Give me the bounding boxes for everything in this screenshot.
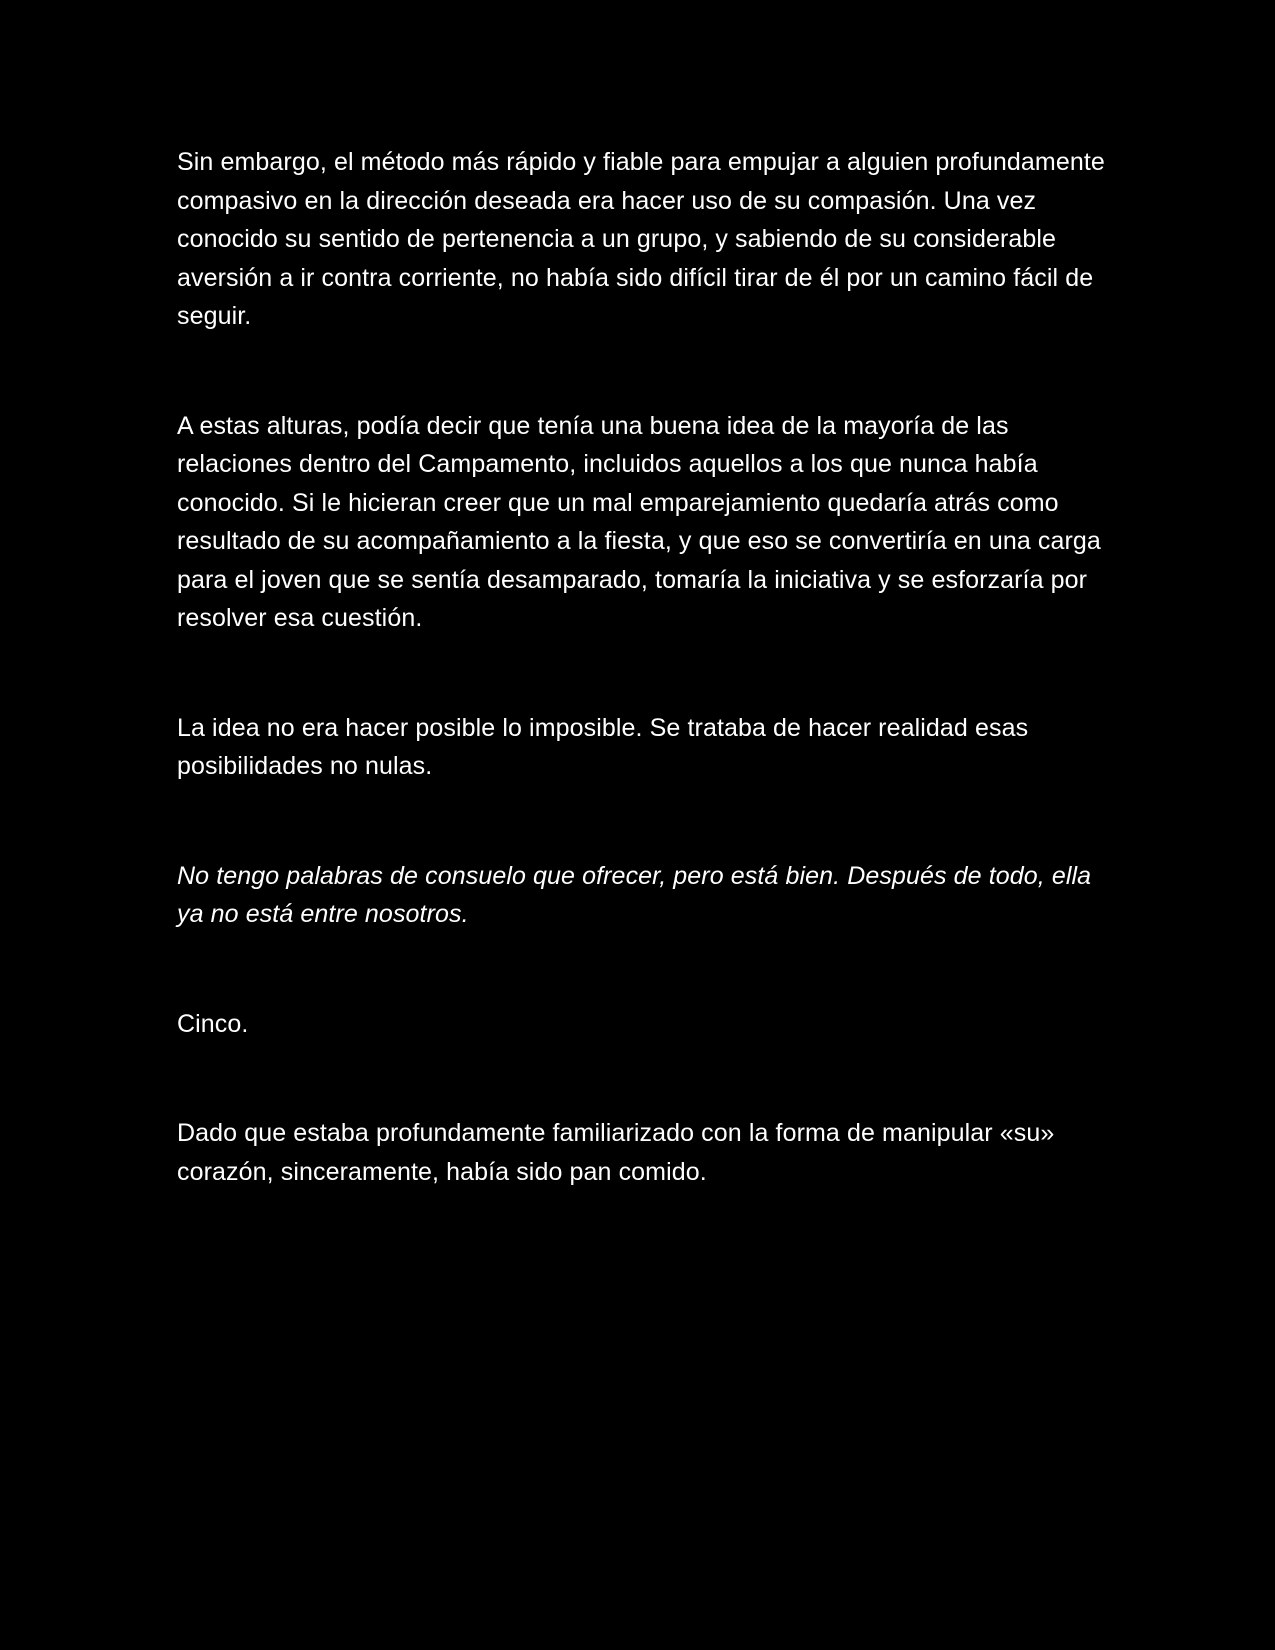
- paragraph-2: A estas alturas, podía decir que tenía una buena idea de la mayoría de las relaciones dentro del Campamento, incluidos aquellos a los que nunca había conocido. Si le hicieran creer que un mal emparejamiento quedaría atrás como resultado de su acompañamiento a la fiesta, y que eso se convertiría en una carga para el joven que se sentía desamparado, tomaría la iniciativa y se esforzaría por resolver esa cuestión.: [177, 411, 1101, 632]
- paragraph-1: Sin embargo, el método más rápido y fiable para empujar a alguien profundamente compasivo en la dirección deseada era hacer uso de su compasión. Una vez conocido su sentido de pertenencia a un grupo, y sabiendo de su considerable aversión a ir contra corriente, no había sido difícil tirar de él por un camino fácil de seguir.: [177, 148, 1105, 330]
- paragraph-6: Dado que estaba profundamente familiarizado con la forma de manipular «su» corazón, sinceramente, había sido pan comido.: [177, 1119, 1055, 1186]
- document-body: [177, 143, 1107, 1262]
- paragraph-5: Cinco.: [177, 1009, 249, 1038]
- paragraph-4-italic-thought: No tengo palabras de consuelo que ofrecer, pero está bien. Después de todo, ella ya no está entre nosotros.: [177, 861, 1092, 928]
- paragraph-3: La idea no era hacer posible lo imposible. Se trataba de hacer realidad esas posibilidades no nulas.: [177, 713, 1029, 780]
